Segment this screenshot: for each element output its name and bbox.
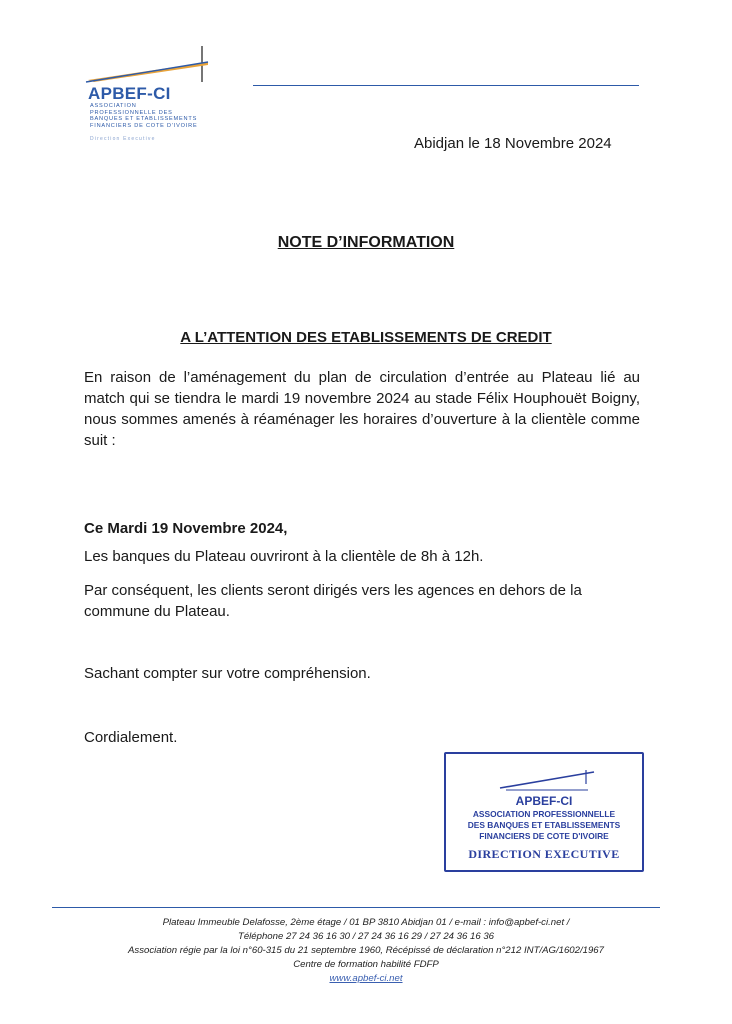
apbef-logo — [82, 40, 222, 140]
stamp-roof-icon — [446, 754, 642, 794]
footer-training: Centre de formation habilité FDFP — [293, 959, 439, 970]
date-line: Abidjan le 18 Novembre 2024 — [414, 135, 612, 152]
document-subtitle — [0, 329, 732, 346]
logo-line: PROFESSIONNELLE DES — [90, 109, 173, 116]
stamp-line: ASSOCIATION PROFESSIONNELLE — [472, 809, 616, 819]
footer-address: Plateau Immeuble Delafosse, 2ème étage / 01 BP 3810 Abidjan 01 / e-mail : info@apbef-ci.net / — [162, 917, 570, 928]
website-link[interactable]: www.apbef-ci.net — [329, 973, 403, 984]
consequence-line: Par conséquent, les clients seront dirigés vers les agences en dehors de la commune du Plateau. — [84, 582, 582, 620]
logo-subline: Direction Executive — [90, 136, 156, 142]
footer-divider — [52, 907, 660, 908]
stamp-name: APBEF-CI — [515, 794, 573, 808]
footer-website-row — [60, 972, 672, 985]
logo-line: BANQUES ET ETABLISSEMENTS — [90, 116, 198, 123]
logo-line: FINANCIERS DE COTE D'IVOIRE — [90, 122, 198, 129]
signoff-line: Cordialement. — [84, 729, 178, 746]
header-divider — [253, 85, 639, 86]
date-heading: Ce Mardi 19 Novembre 2024, — [84, 520, 288, 537]
document-subtitle-text: A L’ATTENTION DES ETABLISSEMENTS DE CREDIT — [180, 329, 552, 346]
official-stamp — [444, 752, 644, 872]
footer-phone: Téléphone 27 24 36 16 30 / 27 24 36 16 29 / 27 24 36 16 36 — [237, 931, 495, 942]
closing-line: Sachant compter sur votre compréhension. — [84, 665, 371, 682]
logo-description — [90, 103, 208, 129]
stamp-executive: DIRECTION EXECUTIVE — [468, 847, 620, 861]
document-title — [0, 234, 732, 252]
logo-name: APBEF-CI — [88, 84, 171, 103]
document-title-text: NOTE D’INFORMATION — [277, 234, 455, 251]
hours-line: Les banques du Plateau ouvriront à la clientèle de 8h à 12h. — [84, 548, 484, 565]
stamp-line: FINANCIERS DE COTE D'IVOIRE — [479, 831, 609, 841]
stamp-description — [452, 809, 636, 842]
logo-line: ASSOCIATION — [90, 103, 137, 109]
stamp-line: DES BANQUES ET ETABLISSEMENTS — [467, 820, 621, 830]
intro-paragraph: En raison de l’aménagement du plan de circulation d’entrée au Plateau lié au match qui se tiendra le mardi 19 novembre 2024 au stade Félix Houphouët Boigny, nous sommes amenés à réaménager les horaires d’ouverture à la clientèle comme suit : — [84, 369, 640, 449]
footer-legal: Association régie par la loi n°60-315 du 21 septembre 1960, Récépissé de déclaration n°212 INT/AG/1602/1967 — [128, 945, 604, 956]
